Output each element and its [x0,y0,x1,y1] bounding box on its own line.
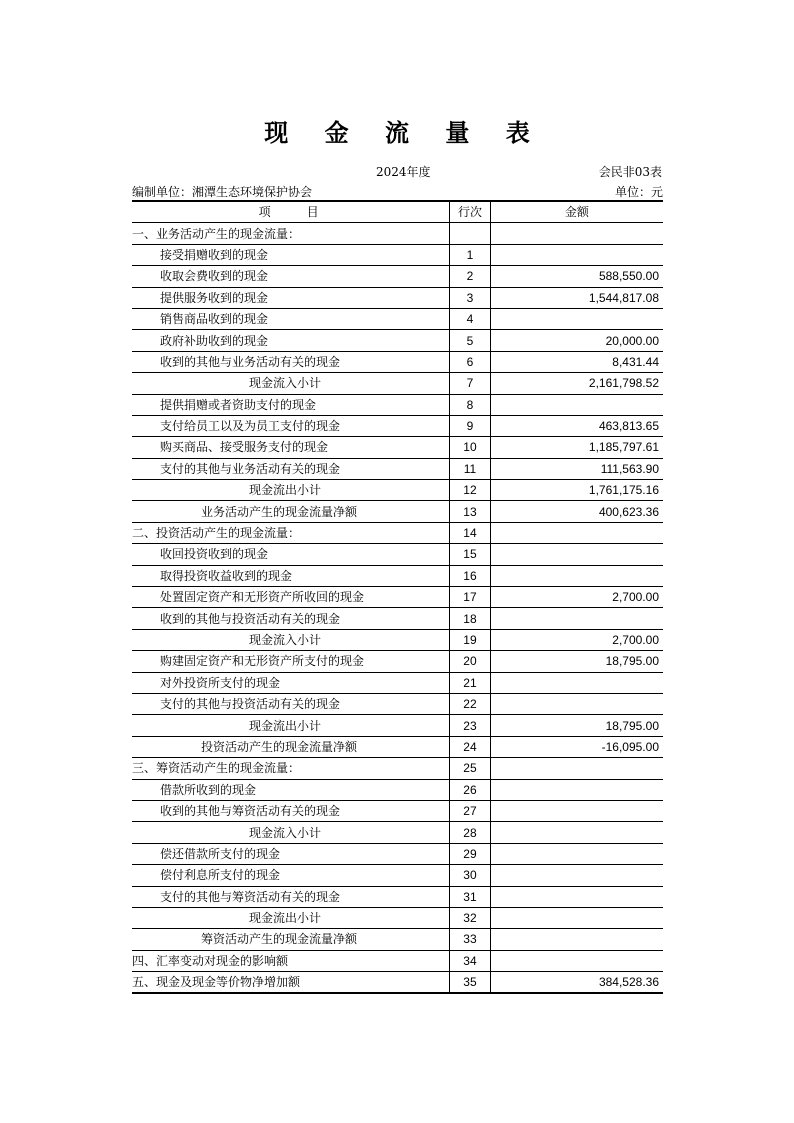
table-row [132,565,663,586]
row-line-number: 11 [450,458,491,479]
row-item-label: 现金流出小计 [132,480,450,501]
row-item-label: 现金流入小计 [132,373,450,394]
row-amount [490,693,663,714]
row-line-number: 18 [450,608,491,629]
table-row [132,822,663,843]
row-line-number: 9 [450,415,491,436]
row-amount: 2,700.00 [490,587,663,608]
table-row [132,244,663,265]
row-amount: 1,544,817.08 [490,287,663,308]
row-amount [490,800,663,821]
header-line-no: 行次 [450,202,491,223]
form-number: 会民非03表 [598,165,662,179]
row-line-number: 7 [450,373,491,394]
row-line-number: 27 [450,800,491,821]
row-amount [490,244,663,265]
row-line-number: 1 [450,244,491,265]
table-row [132,758,663,779]
table-row [132,929,663,950]
row-item-label: 接受捐赠收到的现金 [132,244,450,265]
row-amount: -16,095.00 [490,736,663,757]
table-row [132,972,663,994]
row-amount: 384,528.36 [490,972,663,994]
row-line-number: 3 [450,287,491,308]
cash-flow-table [132,202,663,994]
row-item-label: 收到的其他与筹资活动有关的现金 [132,800,450,821]
row-line-number: 13 [450,501,491,522]
row-item-label: 现金流出小计 [132,715,450,736]
row-amount: 111,563.90 [490,458,663,479]
row-amount: 2,700.00 [490,629,663,650]
table-header-row [132,202,663,223]
row-item-label: 投资活动产生的现金流量净额 [132,736,450,757]
row-amount [490,779,663,800]
row-line-number: 24 [450,736,491,757]
row-item-label: 对外投资所支付的现金 [132,672,450,693]
table-row [132,779,663,800]
row-item-label: 收回投资收到的现金 [132,544,450,565]
row-amount [490,672,663,693]
table-row [132,693,663,714]
row-amount: 1,761,175.16 [490,480,663,501]
row-line-number: 20 [450,651,491,672]
row-amount [490,522,663,543]
table-row [132,373,663,394]
row-amount [490,308,663,329]
table-row [132,394,663,415]
header-amount: 金额 [490,202,663,223]
row-item-label: 一、业务活动产生的现金流量： [132,223,450,244]
row-line-number: 23 [450,715,491,736]
table-row [132,608,663,629]
table-row [132,629,663,650]
row-item-label: 处置固定资产和无形资产所收回的现金 [132,587,450,608]
table-row [132,287,663,308]
row-item-label: 提供服务收到的现金 [132,287,450,308]
row-item-label: 销售商品收到的现金 [132,308,450,329]
row-amount: 400,623.36 [490,501,663,522]
row-item-label: 收取会费收到的现金 [132,266,450,287]
row-amount [490,950,663,971]
row-line-number: 6 [450,351,491,372]
row-amount: 463,813.65 [490,415,663,436]
table-row [132,308,663,329]
row-amount [490,843,663,864]
row-amount: 1,185,797.61 [490,437,663,458]
row-amount: 588,550.00 [490,266,663,287]
table-row [132,907,663,928]
row-item-label: 购建固定资产和无形资产所支付的现金 [132,651,450,672]
row-amount: 2,161,798.52 [490,373,663,394]
table-row [132,330,663,351]
report-title: 现 金 流 量 表 [264,119,544,147]
table-row [132,458,663,479]
row-line-number: 14 [450,522,491,543]
row-item-label: 收到的其他与业务活动有关的现金 [132,351,450,372]
row-line-number [450,223,491,244]
table-row [132,544,663,565]
row-item-label: 收到的其他与投资活动有关的现金 [132,608,450,629]
table-row [132,715,663,736]
row-item-label: 支付给员工以及为员工支付的现金 [132,415,450,436]
row-item-label: 借款所收到的现金 [132,779,450,800]
row-amount: 8,431.44 [490,351,663,372]
row-line-number: 30 [450,865,491,886]
table-row [132,415,663,436]
row-line-number: 8 [450,394,491,415]
table-row [132,522,663,543]
row-line-number: 10 [450,437,491,458]
row-amount [490,544,663,565]
table-row [132,843,663,864]
row-line-number: 5 [450,330,491,351]
table-row [132,437,663,458]
row-item-label: 二、投资活动产生的现金流量： [132,522,450,543]
table-row [132,266,663,287]
row-line-number: 25 [450,758,491,779]
row-item-label: 取得投资收益收到的现金 [132,565,450,586]
row-line-number: 33 [450,929,491,950]
row-item-label: 购买商品、接受服务支付的现金 [132,437,450,458]
row-amount [490,822,663,843]
report-period: 2024年度 [376,165,431,179]
table-row [132,480,663,501]
row-item-label: 偿还借款所支付的现金 [132,843,450,864]
header-info-line [132,183,663,202]
row-line-number: 22 [450,693,491,714]
row-amount [490,565,663,586]
row-amount [490,907,663,928]
row-amount [490,865,663,886]
table-row [132,651,663,672]
table-row [132,223,663,244]
table-row [132,501,663,522]
table-row [132,950,663,971]
row-line-number: 17 [450,587,491,608]
currency-unit: 单位：元 [614,185,663,199]
table-row [132,865,663,886]
row-line-number: 31 [450,886,491,907]
row-item-label: 提供捐赠或者资助支付的现金 [132,394,450,415]
table-row [132,351,663,372]
row-line-number: 32 [450,907,491,928]
row-line-number: 26 [450,779,491,800]
row-line-number: 12 [450,480,491,501]
row-amount: 18,795.00 [490,651,663,672]
row-amount: 18,795.00 [490,715,663,736]
row-line-number: 15 [450,544,491,565]
row-amount [490,929,663,950]
table-row [132,800,663,821]
header-item: 项 目 [132,202,450,223]
row-item-label: 五、现金及现金等价物净增加额 [132,972,450,994]
table-row [132,672,663,693]
row-item-label: 政府补助收到的现金 [132,330,450,351]
row-item-label: 支付的其他与业务活动有关的现金 [132,458,450,479]
row-amount [490,886,663,907]
row-item-label: 现金流入小计 [132,629,450,650]
row-item-label: 现金流入小计 [132,822,450,843]
row-line-number: 4 [450,308,491,329]
row-line-number: 29 [450,843,491,864]
row-item-label: 筹资活动产生的现金流量净额 [132,929,450,950]
row-line-number: 21 [450,672,491,693]
row-amount [490,394,663,415]
table-row [132,587,663,608]
row-item-label: 支付的其他与投资活动有关的现金 [132,693,450,714]
row-item-label: 现金流出小计 [132,907,450,928]
row-amount [490,223,663,244]
row-line-number: 2 [450,266,491,287]
row-amount [490,608,663,629]
row-item-label: 支付的其他与筹资活动有关的现金 [132,886,450,907]
row-line-number: 35 [450,972,491,994]
row-line-number: 34 [450,950,491,971]
row-item-label: 偿付利息所支付的现金 [132,865,450,886]
row-amount [490,758,663,779]
row-amount: 20,000.00 [490,330,663,351]
row-item-label: 业务活动产生的现金流量净额 [132,501,450,522]
table-row [132,736,663,757]
reporting-organization: 编制单位：湘潭生态环境保护协会 [132,185,313,199]
row-item-label: 三、筹资活动产生的现金流量： [132,758,450,779]
row-item-label: 四、汇率变动对现金的影响额 [132,950,450,971]
table-row [132,886,663,907]
row-line-number: 16 [450,565,491,586]
row-line-number: 19 [450,629,491,650]
row-line-number: 28 [450,822,491,843]
